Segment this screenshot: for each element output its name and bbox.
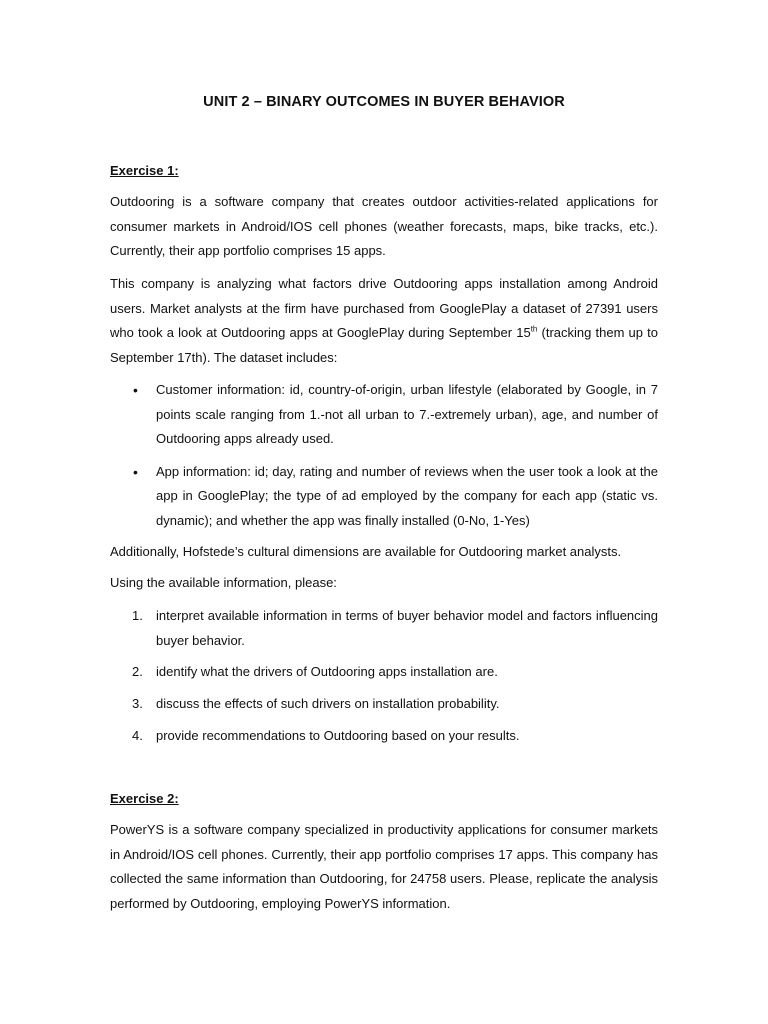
- dataset-paragraph-text-end: (tracking them up to September 17th). The dataset includes:: [110, 325, 658, 365]
- hofstede-paragraph: Additionally, Hofstede’s cultural dimensions are available for Outdooring market analysts.: [110, 544, 622, 559]
- exercise-2-paragraph: PowerYS is a software company specialized in productivity applications for consumer markets in Android/IOS cell phones. Currently, their app portfolio comprises 17 apps. This company has collected the same information than Outdooring, for 24758 users. Please, replicate the analysis performed by Outdooring, employing PowerYS information.: [110, 822, 658, 911]
- task-number: 3.: [132, 695, 143, 711]
- task-number: 4.: [132, 728, 143, 743]
- task-text: discuss the effects of such drivers on installation probability.: [156, 695, 500, 711]
- exercise-1-intro-paragraph: Outdooring is a software company that creates outdoor activities-related applications for consumer markets in Android/IOS cell phones (weather forecasts, maps, bike tracks, etc.). Currently, their app portfolio comprises 15 apps.: [110, 194, 658, 258]
- task-number: 1.: [132, 608, 143, 623]
- task-item: [110, 604, 658, 653]
- bullet-icon: •: [133, 463, 138, 480]
- bullet-item-app-info: [110, 460, 658, 534]
- bullet-text: App information: id; day, rating and number of reviews when the user took a look at the app in GooglePlay; the type of ad employed by the company for each app (static vs. dynamic); and whether the app was finally installed (0-No, 1-Yes): [156, 463, 658, 528]
- task-number: 2.: [132, 664, 143, 679]
- task-numbered-list: [110, 604, 658, 749]
- task-text: identify what the drivers of Outdooring apps installation are.: [156, 664, 498, 679]
- bullet-icon: •: [133, 382, 138, 398]
- ordinal-superscript: th: [530, 324, 538, 334]
- task-text: provide recommendations to Outdooring based on your results.: [156, 728, 520, 743]
- task-item: [110, 660, 658, 685]
- exercise-2-heading: Exercise 2:: [110, 791, 179, 806]
- task-item: [110, 692, 658, 717]
- exercise-1-heading: Exercise 1:: [110, 163, 179, 178]
- task-text: interpret available information in terms of buyer behavior model and factors influencing buyer behavior.: [156, 608, 658, 648]
- task-item: [110, 724, 658, 749]
- exercise-1-dataset-paragraph: [110, 272, 658, 370]
- bullet-item-customer-info: [110, 378, 658, 452]
- document-title: UNIT 2 – BINARY OUTCOMES IN BUYER BEHAVIOR: [203, 94, 565, 110]
- instructions-paragraph: Using the available information, please:: [110, 575, 337, 590]
- bullet-text: Customer information: id, country-of-origin, urban lifestyle (elaborated by Google, in 7 points scale ranging from 1.-not all urban to 7.-extremely urban), age, and number of Outdooring apps already used.: [156, 382, 658, 446]
- dataset-paragraph-text: This company is analyzing what factors drive Outdooring apps installation among Android users. Market analysts at the firm have purchased from GooglePlay a dataset of 27391 users who took a look at Outdooring apps at GooglePlay during September 15: [110, 276, 658, 340]
- dataset-bullet-list: [110, 378, 658, 533]
